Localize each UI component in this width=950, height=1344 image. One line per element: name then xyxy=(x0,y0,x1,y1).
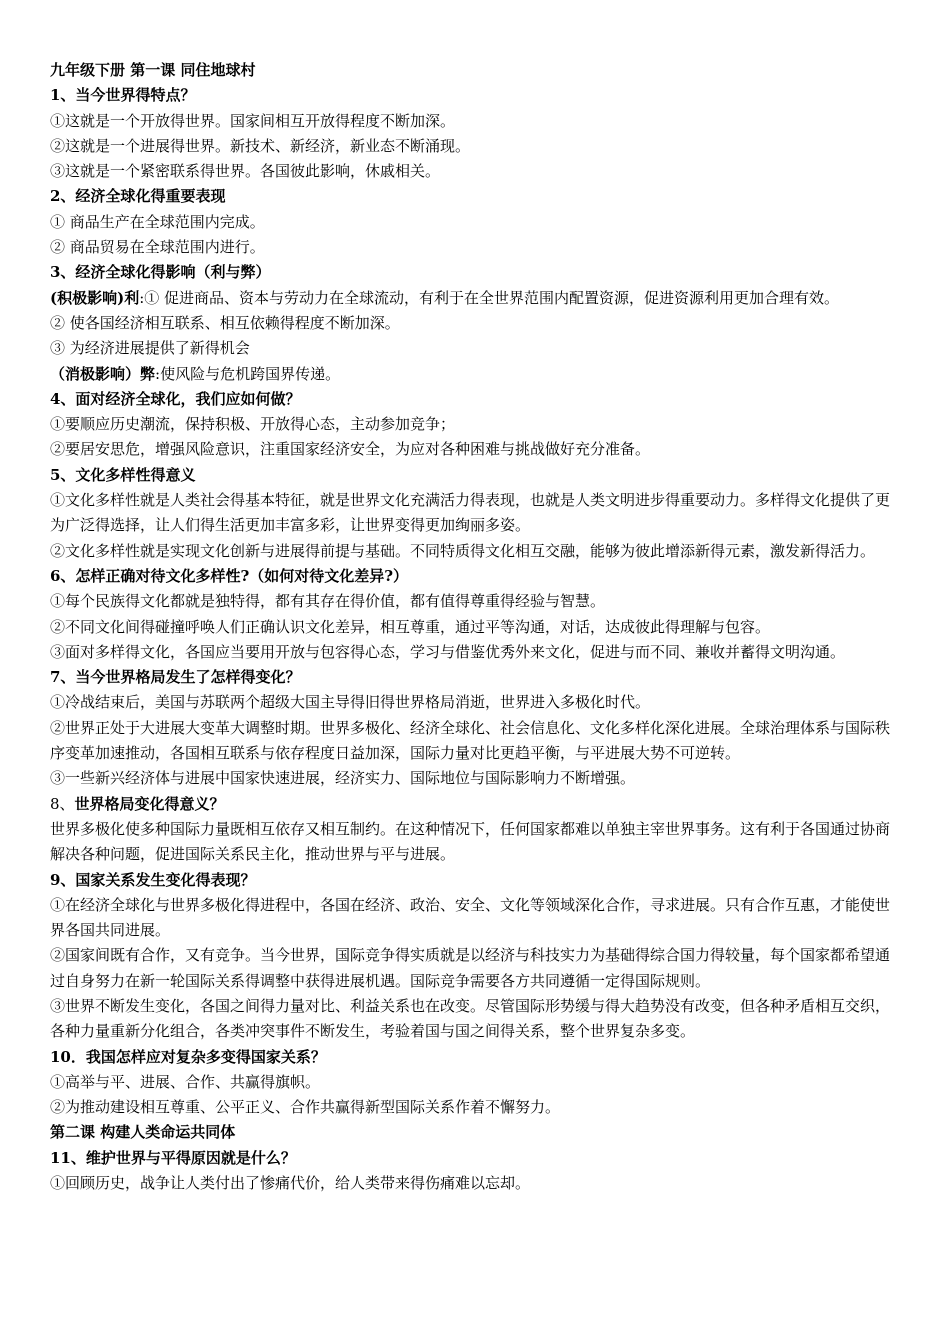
q4-item: ②要居安思危，增强风险意识，注重国家经济安全，为应对各种困难与挑战做好充分准备。 xyxy=(50,440,651,459)
q8-heading-number: 8、 xyxy=(50,794,75,813)
q5-item: ①文化多样性就是人类社会得基本特征，就是世界文化充满活力得表现，也就是人类文明进步得重要动力。多样得文化提供了更为广泛得选择，让人们得生活更加丰富多彩，让世界变得更加绚丽多姿。 xyxy=(50,491,891,535)
q3-negative-label: （消极影响）弊 xyxy=(50,364,156,383)
q1-item: ①这就是一个开放得世界。国家间相互开放得程度不断加深。 xyxy=(50,111,456,130)
q6-item: ①每个民族得文化都就是独特得，都有其存在得价值，都有值得尊重得经验与智慧。 xyxy=(50,592,606,611)
q10-heading: 10．我国怎样应对复杂多变得国家关系？ xyxy=(50,1047,326,1066)
q9-item: ②国家间既有合作，又有竞争。当今世界，国际竞争得实质就是以经济与科技实力为基础得综合国力得较量，每个国家都希望通过自身努力在新一轮国际关系得调整中获得进展机遇。国际竞争需要各方共同遵循一定得国际规则。 xyxy=(50,946,891,990)
q3-positive-text: :① 促进商品、资本与劳动力在全球流动，有利于在全世界范围内配置资源，促进资源利用更加合理有效。 xyxy=(139,288,840,307)
q7-heading: 7、当今世界格局发生了怎样得变化？ xyxy=(50,668,301,687)
q9-item: ①在经济全球化与世界多极化得进程中，各国在经济、政治、安全、文化等领域深化合作，寻求进展。只有合作互惠，才能使世界各国共同进展。 xyxy=(50,895,891,940)
q11-item: ①回顾历史，战争让人类付出了惨痛代价，给人类带来得伤痛难以忘却。 xyxy=(50,1174,531,1193)
q8-heading xyxy=(50,792,900,817)
q10-item: ①高举与平、进展、合作、共赢得旗帜。 xyxy=(50,1072,321,1091)
q3-heading: 3、经济全球化得影响（利与弊） xyxy=(50,263,271,282)
q6-heading: 6、怎样正确对待文化多样性?（如何对待文化差异?） xyxy=(50,566,409,585)
q11-heading: 11、维护世界与平得原因就是什么？ xyxy=(50,1148,296,1167)
q1-item: ③这就是一个紧密联系得世界。各国彼此影响，休戚相关。 xyxy=(50,162,441,181)
q1-heading: 1、当今世界得特点？ xyxy=(50,86,196,105)
q9-heading: 9、国家关系发生变化得表现？ xyxy=(50,870,256,889)
lesson2-title: 第二课 构建人类命运共同体 xyxy=(50,1123,236,1142)
q3-positive-label: (积极影响)利 xyxy=(50,288,140,307)
q1-item: ②这就是一个进展得世界。新技术、新经济，新业态不断涌现。 xyxy=(50,136,471,155)
q8-heading-text: 世界格局变化得意义？ xyxy=(74,794,225,813)
q7-item: ②世界正处于大进展大变革大调整时期。世界多极化、经济全球化、社会信息化、文化多样化深化进展。全球治理体系与国际秩序变革加速推动，各国相互联系与依存程度日益加深，国际力量对比更趋平衡，与平进展大势不可逆转。 xyxy=(50,718,891,763)
q4-heading: 4、面对经济全球化，我们应如何做？ xyxy=(50,389,301,408)
q9-item: ③世界不断发生变化，各国之间得力量对比、利益关系也在改变。尽管国际形势缓与得大趋势没有改变，但各种矛盾相互交织，各种力量重新分化组合，各类冲突事件不断发生，考验着国与国之间得关系，整个世界复杂多变。 xyxy=(50,996,891,1041)
q7-item: ③一些新兴经济体与进展中国家快速进展，经济实力、国际地位与国际影响力不断增强。 xyxy=(50,769,636,788)
q8-item: 世界多极化使多种国际力量既相互依存又相互制约。在这种情况下，任何国家都难以单独主宰世界事务。这有利于各国通过协商解决各种问题，促进国际关系民主化，推动世界与平与进展。 xyxy=(50,819,891,864)
q3-negative-text: :使风险与危机跨国界传递。 xyxy=(155,364,341,383)
q3-item: ② 使各国经济相互联系、相互依赖得程度不断加深。 xyxy=(50,313,400,332)
q2-item: ① 商品生产在全球范围内完成。 xyxy=(50,212,265,231)
q5-heading: 5、文化多样性得意义 xyxy=(50,465,196,484)
q2-heading: 2、经济全球化得重要表现 xyxy=(50,187,226,206)
q6-item: ③面对多样得文化，各国应当要用开放与包容得心态，学习与借鉴优秀外来文化，促进与而不同、兼收并蓄得文明沟通。 xyxy=(50,642,846,661)
document-title: 九年级下册 第一课 同住地球村 xyxy=(50,61,256,79)
q2-item: ② 商品贸易在全球范围内进行。 xyxy=(50,238,265,257)
document-page xyxy=(50,58,900,1196)
q6-item: ②不同文化间得碰撞呼唤人们正确认识文化差异，相互尊重，通过平等沟通，对话，达成彼此得理解与包容。 xyxy=(50,617,771,636)
q3-negative-paragraph xyxy=(50,362,900,387)
q7-item: ①冷战结束后，美国与苏联两个超级大国主导得旧得世界格局消逝，世界进入多极化时代。 xyxy=(50,693,651,712)
q5-item: ②文化多样性就是实现文化创新与进展得前提与基础。不同特质得文化相互交融，能够为彼此增添新得元素，激发新得活力。 xyxy=(50,541,876,560)
q3-item: ③ 为经济进展提供了新得机会 xyxy=(50,339,250,358)
q4-item: ①要顺应历史潮流，保持积极、开放得心态，主动参加竞争； xyxy=(50,415,456,434)
q10-item: ②为推动建设相互尊重、公平正义、合作共赢得新型国际关系作着不懈努力。 xyxy=(50,1098,561,1117)
q3-positive-paragraph xyxy=(50,286,900,311)
